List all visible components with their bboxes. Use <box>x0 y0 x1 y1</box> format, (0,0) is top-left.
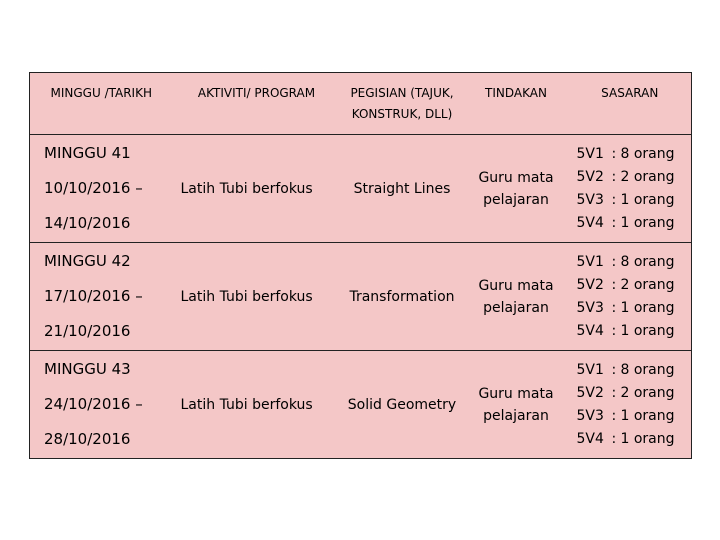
date-end: 21/10/2016 <box>44 322 131 340</box>
target-item: 5V4 : 1 orang <box>577 320 692 343</box>
week-label: MINGGU 43 <box>44 360 131 378</box>
target-count: 2 orang <box>620 384 675 401</box>
target-class: 5V3 <box>576 407 604 424</box>
target-cell <box>569 351 692 459</box>
action-line: Guru mata <box>478 277 554 294</box>
target-cell <box>569 135 692 243</box>
target-item: 5V1 : 8 orang <box>577 359 692 382</box>
table-row <box>30 243 692 351</box>
header-pegisian: PEGISIAN (TAJUK, KONSTRUK, DLL) <box>341 73 464 135</box>
target-item: 5V1 : 8 orang <box>577 251 692 274</box>
table-header-row <box>30 73 692 135</box>
week-cell <box>30 243 173 351</box>
action-line: Guru mata <box>478 169 554 186</box>
target-count: 8 orang <box>620 253 675 270</box>
target-count: 1 orang <box>620 407 675 424</box>
week-cell <box>30 351 173 459</box>
action-line: pelajaran <box>483 191 549 208</box>
week-label: MINGGU 41 <box>44 144 131 162</box>
table-row <box>30 351 692 459</box>
date-end: 28/10/2016 <box>44 430 131 448</box>
target-count: 8 orang <box>620 361 675 378</box>
header-minggu: MINGGU /TARIKH <box>30 73 173 135</box>
target-item: 5V2 : 2 orang <box>577 166 692 189</box>
action-cell <box>464 135 569 243</box>
activity-cell: Latih Tubi berfokus <box>173 243 341 351</box>
target-item: 5V3 : 1 orang <box>577 297 692 320</box>
target-count: 1 orang <box>620 191 675 208</box>
target-class: 5V1 <box>576 361 604 378</box>
activity-cell: Latih Tubi berfokus <box>173 351 341 459</box>
target-item: 5V2 : 2 orang <box>577 274 692 297</box>
target-count: 1 orang <box>620 299 675 316</box>
target-class: 5V3 <box>576 191 604 208</box>
action-line: pelajaran <box>483 299 549 316</box>
target-count: 1 orang <box>620 430 675 447</box>
target-count: 8 orang <box>620 145 675 162</box>
target-item: 5V3 : 1 orang <box>577 405 692 428</box>
header-sasaran: SASARAN <box>569 73 692 135</box>
target-item: 5V1 : 8 orang <box>577 143 692 166</box>
target-class: 5V1 <box>576 145 604 162</box>
action-line: pelajaran <box>483 407 549 424</box>
content-cell: Solid Geometry <box>341 351 464 459</box>
target-class: 5V2 <box>576 276 604 293</box>
date-end: 14/10/2016 <box>44 214 131 232</box>
target-count: 1 orang <box>620 214 675 231</box>
activity-cell: Latih Tubi berfokus <box>180 180 313 197</box>
table-row <box>30 135 692 243</box>
target-cell <box>569 243 692 351</box>
schedule-table <box>29 72 692 459</box>
content-cell: Straight Lines <box>353 180 451 197</box>
target-class: 5V4 <box>576 322 604 339</box>
target-class: 5V3 <box>576 299 604 316</box>
action-cell <box>464 243 569 351</box>
header-aktiviti: AKTIVITI/ PROGRAM <box>173 73 341 135</box>
action-line: Guru mata <box>478 385 554 402</box>
content-cell: Transformation <box>341 243 464 351</box>
target-class: 5V4 <box>576 430 604 447</box>
target-class: 5V4 <box>576 214 604 231</box>
week-label: MINGGU 42 <box>44 252 131 270</box>
action-cell <box>464 351 569 459</box>
header-tindakan: TINDAKAN <box>464 73 569 135</box>
date-start: 24/10/2016 – <box>44 395 143 413</box>
date-start: 17/10/2016 – <box>44 287 143 305</box>
target-item: 5V4 : 1 orang <box>577 212 692 235</box>
target-count: 2 orang <box>620 276 675 293</box>
target-class: 5V2 <box>576 168 604 185</box>
target-item: 5V4 : 1 orang <box>577 428 692 451</box>
target-count: 1 orang <box>620 322 675 339</box>
date-start: 10/10/2016 – <box>44 179 143 197</box>
target-count: 2 orang <box>620 168 675 185</box>
target-item: 5V2 : 2 orang <box>577 382 692 405</box>
target-class: 5V2 <box>576 384 604 401</box>
target-class: 5V1 <box>576 253 604 270</box>
week-cell <box>30 135 173 243</box>
target-item: 5V3 : 1 orang <box>577 189 692 212</box>
